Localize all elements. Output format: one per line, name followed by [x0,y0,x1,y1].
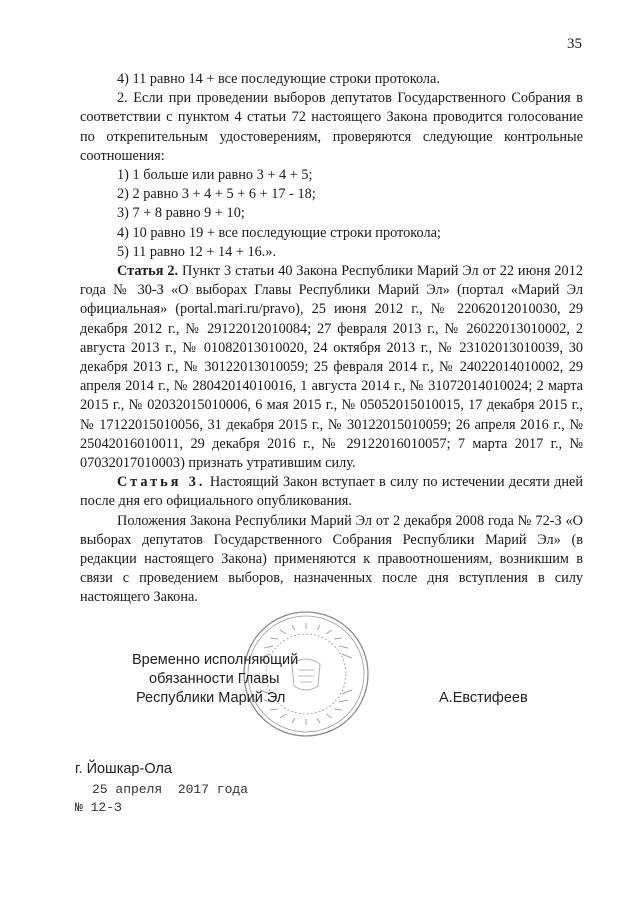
paragraph-2: 2. Если при проведении выборов депутатов Государственного Собрания в соответствии с пунктом 4 статьи 72 настоящего Закона проводится голосование по открепительным удостоверениям, проверяются следующие контрольные соотношения: [80,90,583,164]
list-item: 1) 1 больше или равно 3 + 4 + 5; [117,167,313,184]
signatory-title-line-3: Республики Марий Эл [136,690,286,706]
article-2-text: Пункт 3 статьи 40 Закона Республики Марий Эл от 22 июня 2012 года № 30-З «О выборах Главы Республики Марий Эл» (портал «Марий Эл официальная» (portal.mari.ru/pravo), 25 июня 2012 г., № 22062012010030, 29 декабря 2012 г., № 29122012010084; 27 февраля 2013 г., № 26022013010002, 2 августа 2013 г., № 01082013010020, 24 октября 2013 г., № 23102013010039, 30 декабря 2013 г., № 30122013010059; 25 февраля 2014 г., № 24022014010002, 29 апреля 2014 г., № 28042014010016, 1 августа 2014 г., № 31072014010024; 2 марта 2015 г., № 02032015010006, 6 мая 2015 г., № 05052015010015, 17 декабря 2015 г., № 17122015010056, 31 декабря 2015 г., № 30122015010059; 26 апреля 2016 г., № 25042016010011, 29 декабря 2016 г., № 29122016010057; 7 марта 2017 г., № 07032017010003) признать утратившим силу. [80,263,583,472]
list-item: 5) 11 равно 12 + 14 + 16.». [117,243,277,260]
date: 25 апреля 2017 года [92,782,249,797]
article-3-text: Настоящий Закон вступает в силу по истечении десяти дней после дня его официального опубликования. [80,474,583,510]
protocol-line-4: 4) 11 равно 14 + все последующие строки протокола. [117,71,440,87]
article-2 [80,262,583,473]
document-body [80,70,583,608]
list-item: 4) 10 равно 19 + все последующие строки протокола; [117,224,441,241]
final-paragraph: Положения Закона Республики Марий Эл от 2 декабря 2008 года № 72-З «О выборах депутатов Государственного Собрания Республики Марий Эл» (в редакции настоящего Закона) применяются к правоотношениям, возникшим в связи с проведением выборов, назначенных после дня вступления в силу настоящего Закона. [80,512,583,606]
signatory-title-line-1: Временно исполняющий [132,652,299,668]
article-3 [80,473,583,511]
article-3-title: Статья 3. [117,474,206,491]
signatory-name: А.Евстифеев [439,690,528,706]
law-number: № 12-З [75,800,122,815]
page-number: 35 [567,36,582,52]
list-item: 3) 7 + 8 равно 9 + 10; [117,205,245,222]
signatory-title-line-2: обязанности Главы [149,671,280,687]
place: г. Йошкар-Ола [75,761,172,777]
list-item: 2) 2 равно 3 + 4 + 5 + 6 + 17 - 18; [117,186,316,203]
article-2-title: Статья 2. [117,263,179,280]
